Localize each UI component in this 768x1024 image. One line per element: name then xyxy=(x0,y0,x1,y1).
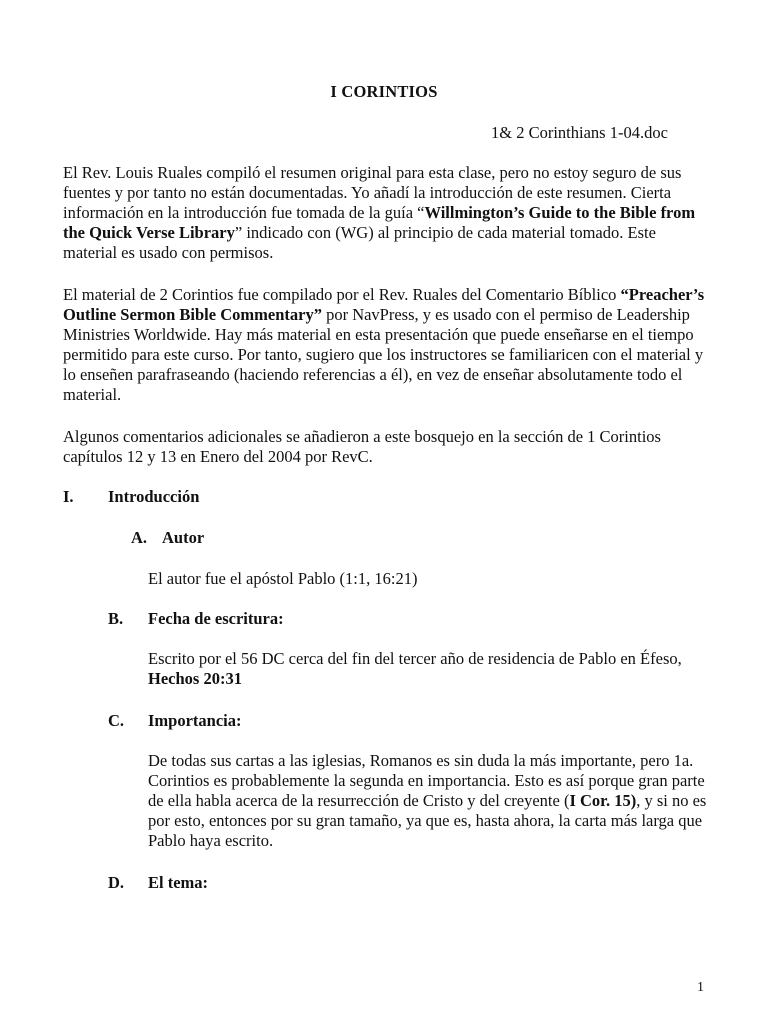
subsection-b-body-text: Escrito por el 56 DC cerca del fin del tercer año de residencia de Pablo en Éfeso, xyxy=(148,649,682,668)
page-number: 1 xyxy=(697,980,704,995)
willmington-guide-reference: Willmington’s Guide to the Bible from the Quick Verse Library xyxy=(63,203,696,242)
intro-paragraph-2 xyxy=(63,285,708,405)
intro-paragraph-1-text: El Rev. Louis Ruales compiló el resumen original para esta clase, pero no estoy seguro de sus fuentes y por tanto no están documentadas. Yo añadí la introducción de este resumen. Cierta información en la introducción fue tomada de la guía “ xyxy=(63,163,682,222)
intro-paragraph-3: Algunos comentarios adicionales se añadieron a este bosquejo en la sección de 1 Corintios capítulos 12 y 13 en Enero del 2004 por RevC. xyxy=(63,427,661,466)
subsection-c-body-text-end: , y si no es por esto, entonces por su gran tamaño, ya que es, hasta ahora, la carta más larga que Pablo haya escrito. xyxy=(148,791,707,850)
intro-paragraph-2-text: El material de 2 Corintios fue compilado por el Rev. Ruales del Comentario Bíblico xyxy=(63,285,621,304)
intro-paragraph-1-text-end: ” indicado con (WG) al principio de cada material tomado. Este material es usado con permisos. xyxy=(63,223,656,262)
subsection-b-number: B. xyxy=(108,609,124,628)
section-i-number: I. xyxy=(63,487,74,506)
subsection-d-number: D. xyxy=(108,873,125,892)
hechos-reference: Hechos 20:31 xyxy=(148,669,242,688)
cor-15-reference: I Cor. 15) xyxy=(569,791,637,810)
subsection-c-number: C. xyxy=(108,711,125,730)
subsection-a-number: A. xyxy=(131,528,148,547)
subsection-c-body-text: De todas sus cartas a las iglesias, Romanos es sin duda la más importante, pero 1a. Corintios es probablemente la segunda en importancia. Esto es así porque gran parte de ella habla acerca de la resurrección de Cristo y del creyente ( xyxy=(148,751,705,810)
subsection-b-heading: Fecha de escritura: xyxy=(148,609,284,628)
section-i-heading: Introducción xyxy=(108,487,200,506)
document-title: I CORINTIOS xyxy=(330,82,438,101)
subsection-a-heading: Autor xyxy=(162,528,205,547)
intro-paragraph-2-text-end: por NavPress, y es usado con el permiso de Leadership Ministries Worldwide. Hay más material en esta presentación que puede enseñarse en el tiempo permitido para este curso. Por tanto, sugiero que los instructores se familiaricen con el material y lo enseñen parafraseando (haciendo referencias a él), en vez de enseñar absolutamente todo el material. xyxy=(63,305,704,404)
preachers-outline-reference: “Preacher’s Outline Sermon Bible Commentary” xyxy=(63,285,705,324)
subsection-a-body: El autor fue el apóstol Pablo (1:1, 16:21) xyxy=(148,569,418,588)
document-filename: 1& 2 Corinthians 1-04.doc xyxy=(491,123,668,142)
subsection-b-body xyxy=(148,649,708,689)
subsection-c-heading: Importancia: xyxy=(148,711,242,730)
intro-paragraph-1 xyxy=(63,163,708,263)
subsection-d-heading: El tema: xyxy=(148,873,209,892)
subsection-c-body xyxy=(148,751,708,851)
